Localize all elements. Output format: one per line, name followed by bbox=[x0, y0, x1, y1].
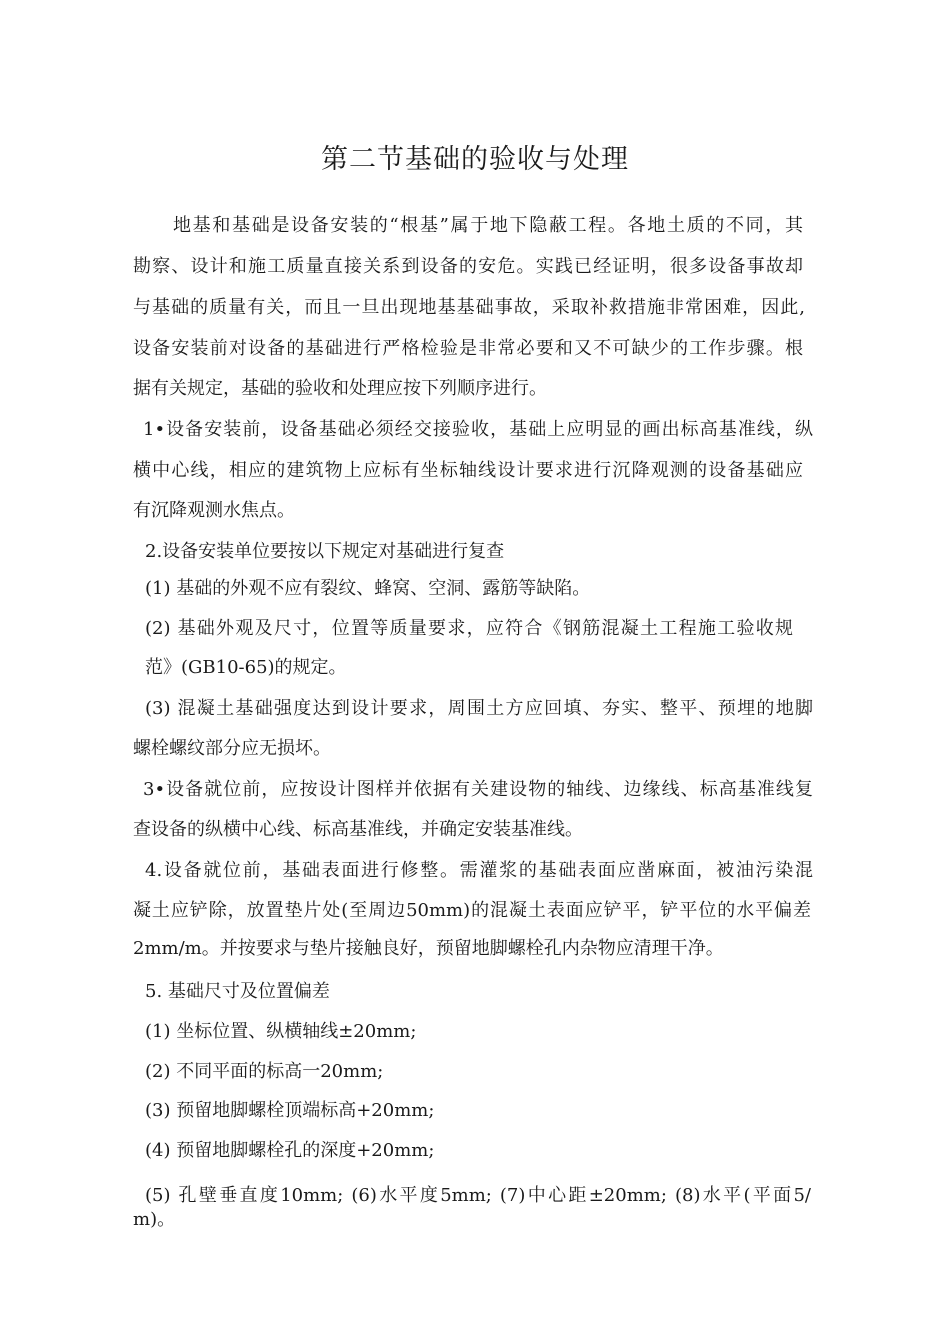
paragraph-line: 据有关规定，基础的验收和处理应按下列顺序进行。 bbox=[133, 378, 547, 399]
list-item: m)。 bbox=[133, 1209, 176, 1230]
paragraph-line: 凝土应铲除，放置垫片处(至周边50mm)的混凝土表面应铲平，铲平位的水平偏差 bbox=[133, 900, 811, 921]
paragraph-line: 勘察、设计和施工质量直接关系到设备的安危。实践已经证明，很多设备事故却 bbox=[133, 256, 803, 277]
list-item: 螺栓螺纹部分应无损坏。 bbox=[133, 738, 331, 759]
paragraph-line: 与基础的质量有关，而且一旦出现地基基础事故，采取补救措施非常困难，因此, bbox=[133, 297, 805, 318]
page-title: 第二节基础的验收与处理 bbox=[321, 144, 629, 176]
paragraph-line: 5. 基础尺寸及位置偏差 bbox=[145, 981, 330, 1002]
list-item: (4) 预留地脚螺栓孔的深度+20mm; bbox=[145, 1140, 435, 1161]
paragraph-line: 有沉降观测水焦点。 bbox=[133, 500, 295, 521]
paragraph-line: 设备安装前对设备的基础进行严格检验是非常必要和又不可缺少的工作步骤。根 bbox=[133, 338, 803, 359]
paragraph-line: 横中心线，相应的建筑物上应标有坐标轴线设计要求进行沉降观测的设备基础应 bbox=[133, 460, 803, 481]
list-item: (1) 坐标位置、纵横轴线±20mm; bbox=[145, 1021, 417, 1042]
list-item: 范》(GB10-65)的规定。 bbox=[145, 657, 347, 678]
paragraph-line: 2mm/m。并按要求与垫片接触良好，预留地脚螺栓孔内杂物应清理干净。 bbox=[133, 938, 724, 959]
paragraph-line: 2.设备安装单位要按以下规定对基础进行复查 bbox=[145, 541, 505, 562]
paragraph-line: 查设备的纵横中心线、标高基准线，并确定安装基准线。 bbox=[133, 819, 583, 840]
list-item: (3) 混凝土基础强度达到设计要求，周围土方应回填、夯实、整平、预埋的地脚 bbox=[145, 698, 813, 719]
list-item: (5) 孔壁垂直度10mm; (6)水平度5mm; (7)中心距±20mm; (8)水平(平面5/ bbox=[145, 1185, 811, 1206]
paragraph-line: 1•设备安装前，设备基础必须经交接验收，基础上应明显的画出标高基准线，纵 bbox=[143, 419, 813, 440]
list-item: (2) 不同平面的标高一20mm; bbox=[145, 1061, 384, 1082]
list-item: (1) 基础的外观不应有裂纹、蜂窝、空洞、露筋等缺陷。 bbox=[145, 578, 591, 599]
paragraph-line: 4.设备就位前，基础表面进行修整。需灌浆的基础表面应凿麻面，被油污染混 bbox=[145, 860, 813, 881]
list-item: (3) 预留地脚螺栓顶端标高+20mm; bbox=[145, 1100, 435, 1121]
paragraph-line: 3•设备就位前，应按设计图样并依据有关建设物的轴线、边缘线、标高基准线复 bbox=[143, 779, 813, 800]
paragraph-line: 地基和基础是设备安装的“根基”属于地下隐蔽工程。各地土质的不同，其 bbox=[173, 215, 803, 236]
list-item: (2) 基础外观及尺寸，位置等质量要求，应符合《钢筋混凝土工程施工验收规 bbox=[145, 618, 793, 639]
